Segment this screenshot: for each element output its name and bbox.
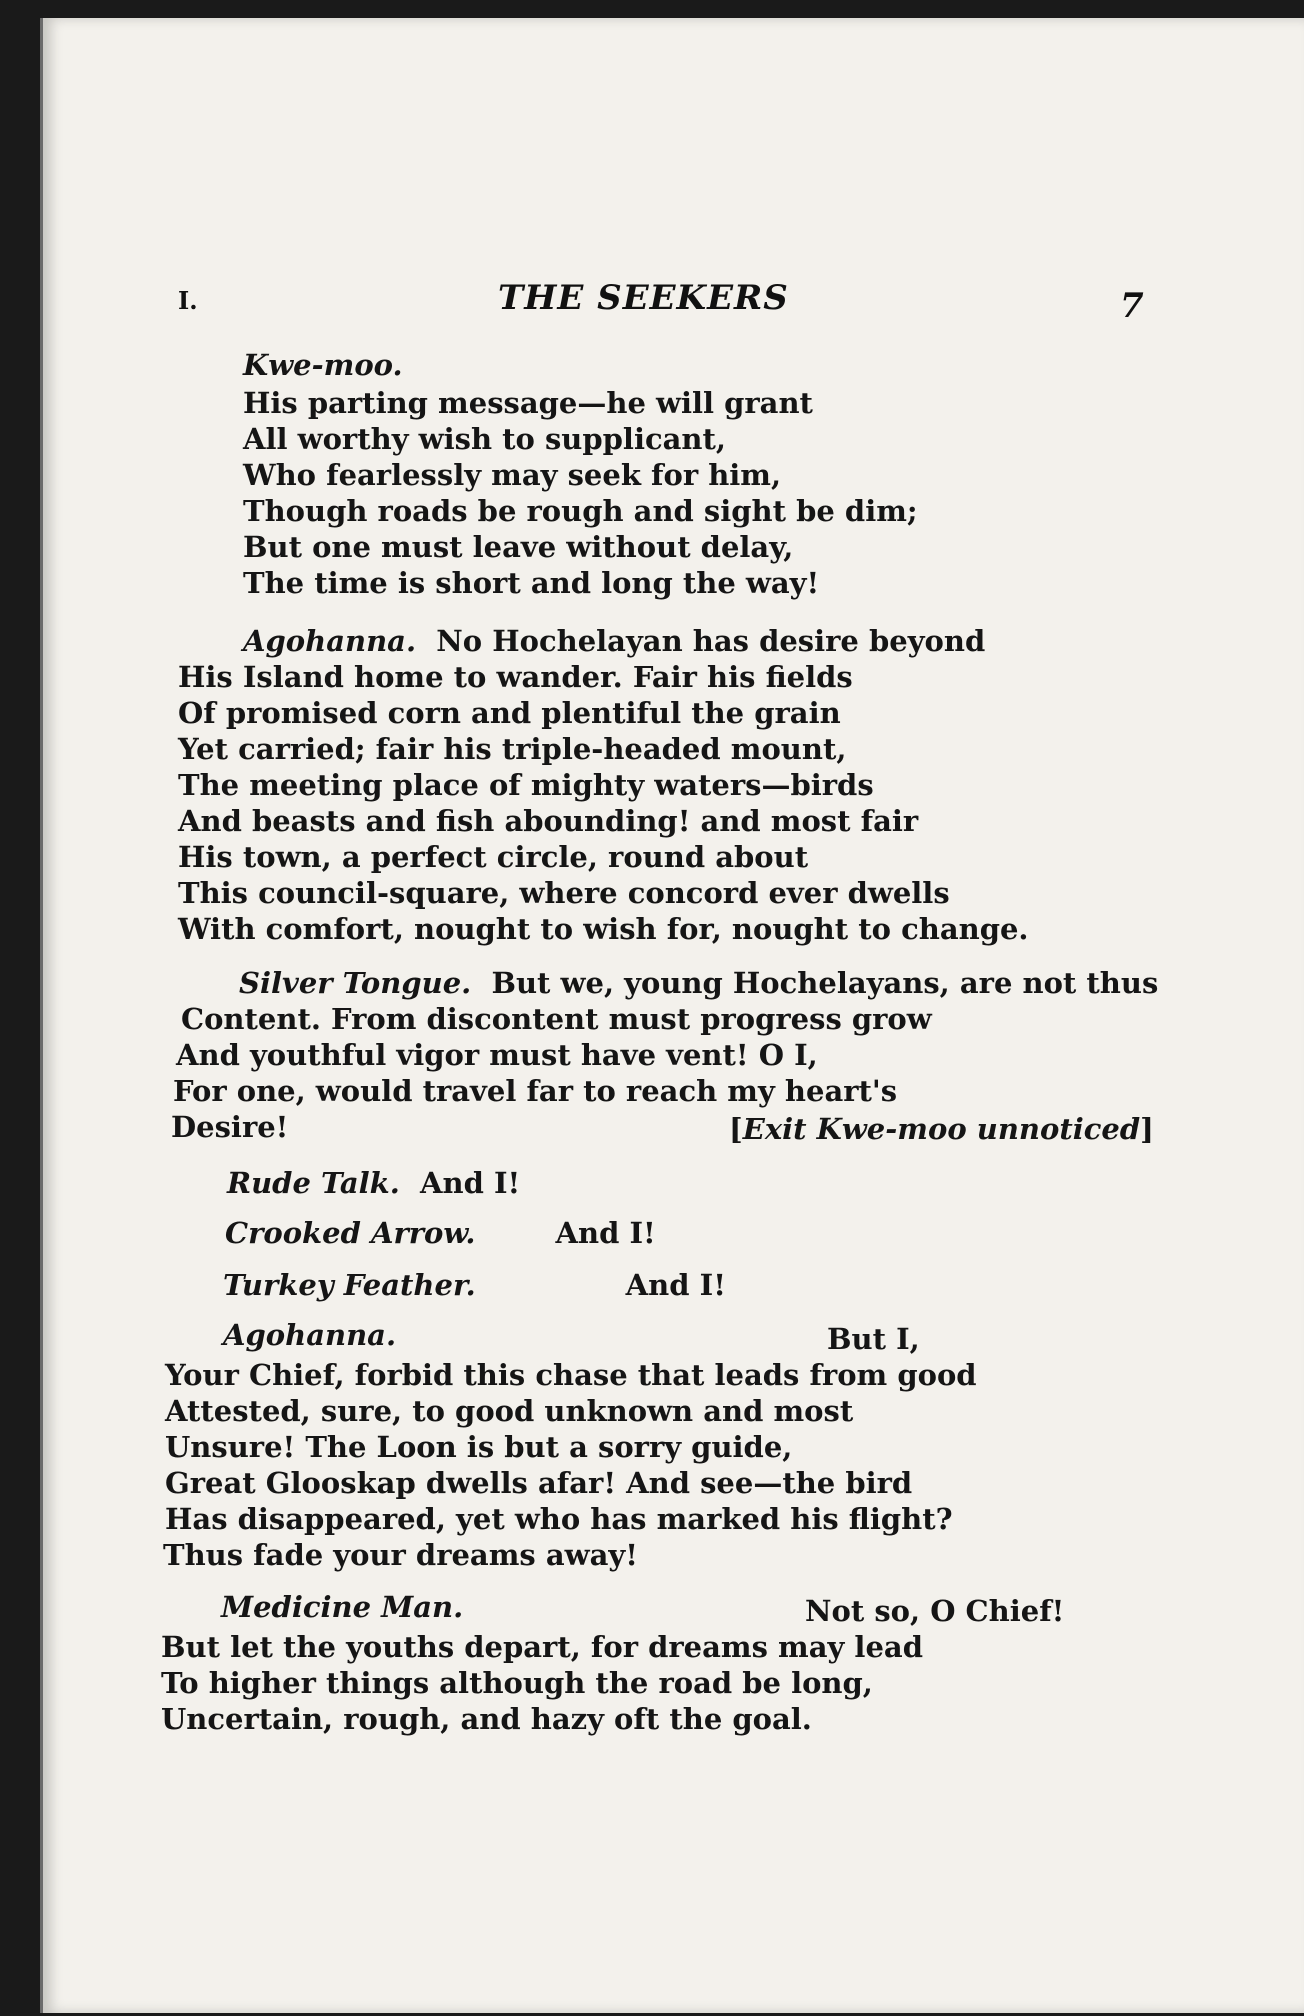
speaker-line: [223, 1318, 396, 1352]
verse-line: Though roads be rough and sight be dim;: [243, 494, 918, 528]
verse-line: Great Glooskap dwells afar! And see—the bird: [165, 1466, 913, 1500]
verse-line: Of promised corn and plentiful the grain: [178, 696, 841, 730]
verse-text: No Hochelayan has desire beyond: [436, 624, 986, 658]
speaker-line: [239, 966, 1158, 1000]
verse-line: And beasts and fish abounding! and most fair: [178, 804, 919, 838]
speaker-line: [223, 1268, 726, 1302]
verse-line: And youthful vigor must have vent! O I,: [176, 1038, 818, 1072]
speaker-name: Silver Tongue.: [239, 966, 472, 1000]
verse-line: Uncertain, rough, and hazy oft the goal.: [161, 1702, 812, 1736]
speaker-line: [225, 1216, 656, 1250]
verse-line: The time is short and long the way!: [243, 566, 820, 600]
verse-line: This council-square, where concord ever dwells: [178, 876, 950, 910]
verse-line: His town, a perfect circle, round about: [178, 840, 809, 874]
verse-line: Unsure! The Loon is but a sorry guide,: [165, 1430, 793, 1464]
verse-text: And I!: [420, 1166, 521, 1200]
verse-line: Has disappeared, yet who has marked his flight?: [165, 1502, 953, 1536]
speaker-name: Crooked Arrow.: [225, 1216, 476, 1250]
verse-text: Not so, O Chief!: [805, 1594, 1065, 1628]
verse-text: And I!: [555, 1216, 656, 1250]
verse-line: The meeting place of mighty waters—birds: [178, 768, 874, 802]
verse-line: But one must leave without delay,: [243, 530, 794, 564]
page-number: 7: [1120, 286, 1144, 326]
section-number: I.: [178, 286, 198, 315]
verse-line: For one, would travel far to reach my heart's: [173, 1074, 898, 1108]
book-page: [40, 18, 1304, 2013]
speaker-name: Kwe-moo.: [243, 348, 403, 382]
speaker-name: Turkey Feather.: [223, 1268, 476, 1302]
verse-line: Content. From discontent must progress grow: [181, 1002, 932, 1036]
speaker-name: Agohanna.: [243, 624, 417, 658]
verse-line: Your Chief, forbid this chase that leads from good: [165, 1358, 977, 1392]
verse-line: But let the youths depart, for dreams may lead: [161, 1630, 923, 1664]
stage-direction: [Exit Kwe-moo unnoticed]: [729, 1112, 1154, 1146]
verse-line: All worthy wish to supplicant,: [243, 422, 726, 456]
verse-text: But I,: [827, 1322, 920, 1356]
verse-line: Attested, sure, to good unknown and most: [165, 1394, 854, 1428]
verse-line: His parting message—he will grant: [243, 386, 813, 420]
running-title: THE SEEKERS: [498, 278, 789, 318]
verse-line: With comfort, nought to wish for, nought to change.: [178, 912, 1029, 946]
verse-line: Desire!: [171, 1110, 289, 1144]
speaker-line: [243, 348, 403, 382]
running-header: [43, 278, 1304, 326]
verse-line: Who fearlessly may seek for him,: [243, 458, 782, 492]
speaker-name: Rude Talk.: [227, 1166, 400, 1200]
speaker-line: [221, 1590, 463, 1624]
verse-line: His Island home to wander. Fair his fields: [178, 660, 853, 694]
verse-line: Thus fade your dreams away!: [163, 1538, 638, 1572]
speaker-line: [243, 624, 985, 658]
verse-text: And I!: [625, 1268, 726, 1302]
verse-line: Yet carried; fair his triple-headed mount,: [178, 732, 847, 766]
speaker-line: [227, 1166, 520, 1200]
verse-text: But we, young Hochelayans, are not thus: [491, 966, 1159, 1000]
verse-line: To higher things although the road be long,: [161, 1666, 873, 1700]
speaker-name: Agohanna.: [223, 1318, 397, 1352]
speaker-name: Medicine Man.: [221, 1590, 464, 1624]
